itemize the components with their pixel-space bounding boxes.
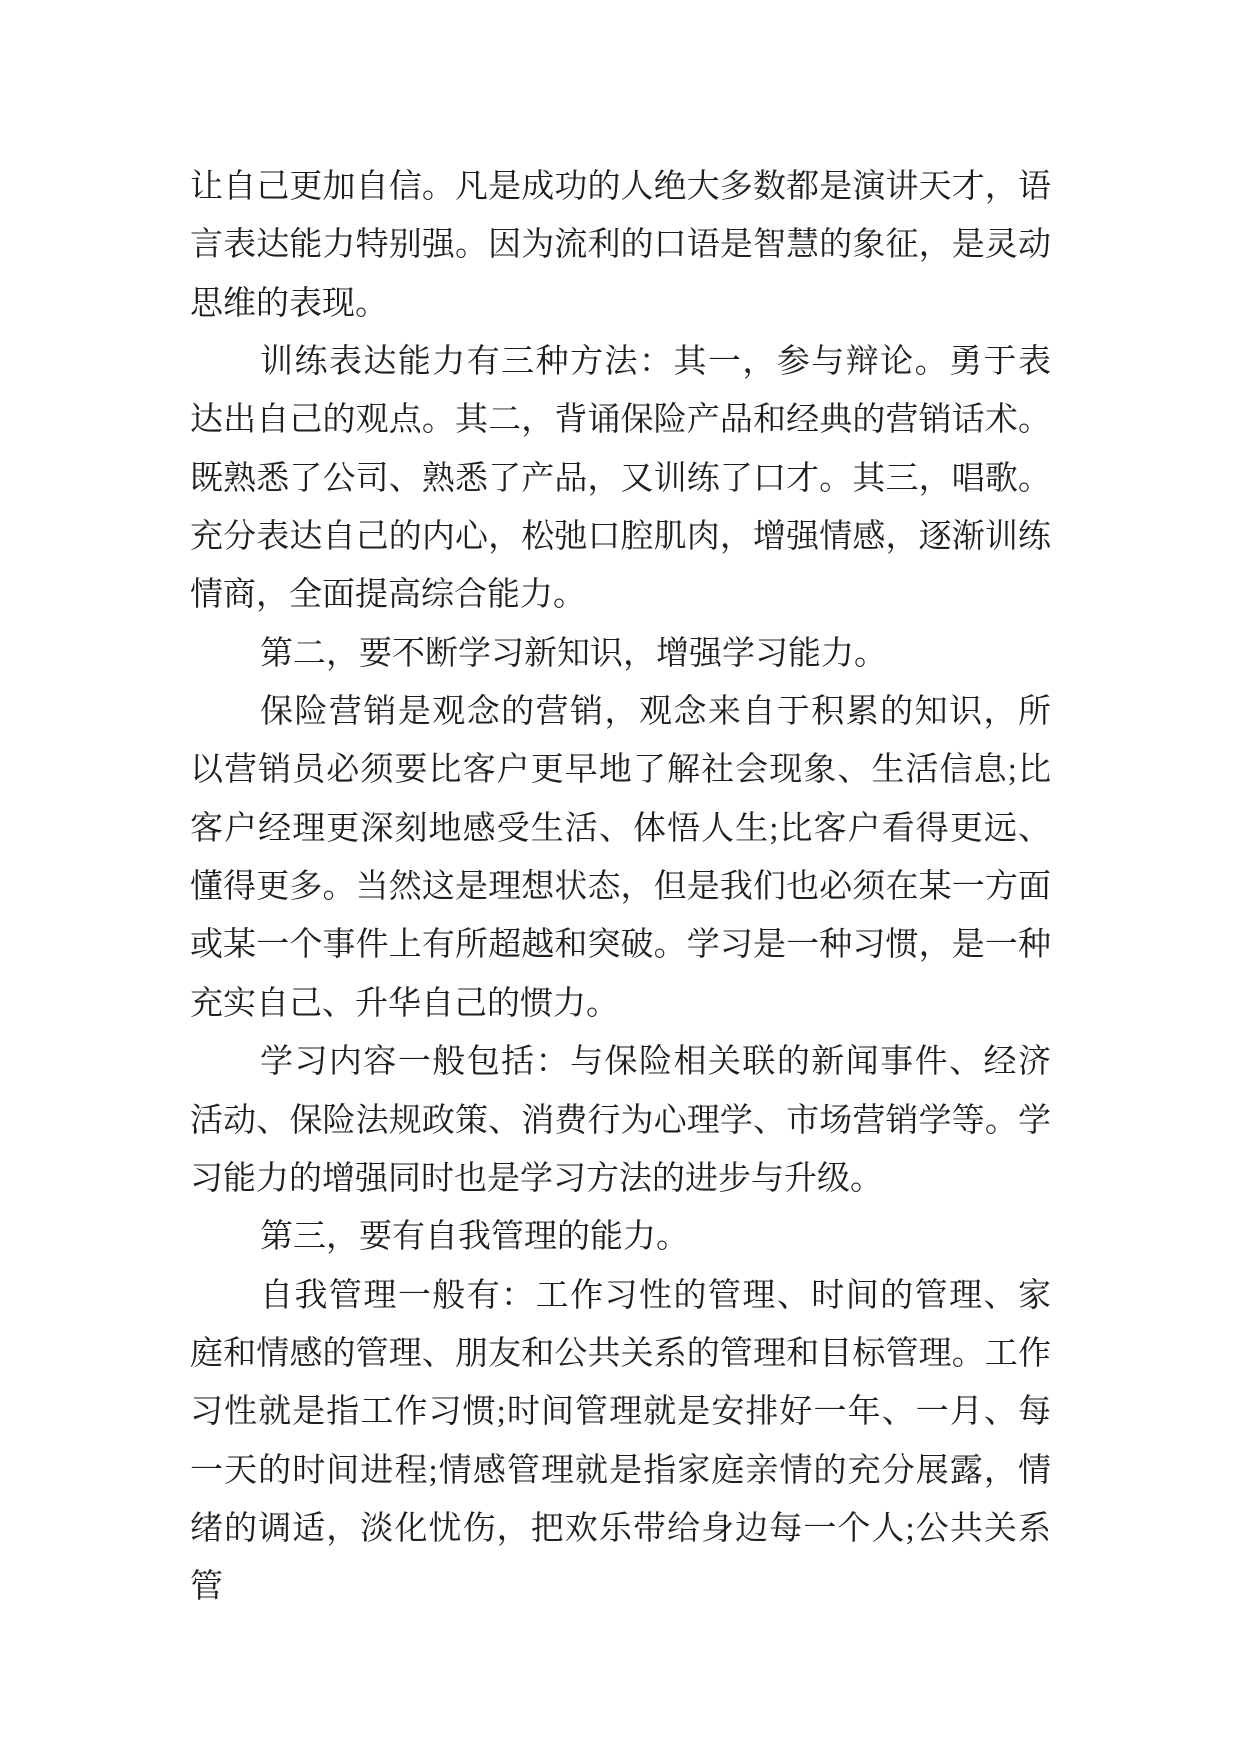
paragraph-insurance-marketing-concepts: 保险营销是观念的营销，观念来自于积累的知识，所以营销员必须要比客户更早地了解社会现象、生活信息;比客户经理更深刻地感受生活、体悟人生;比客户看得更远、懂得更多。当然这是理想状态，但是我们也必须在某一方面或某一个事件上有所超越和突破。学习是一种习惯，是一种充实自己、升华自己的惯力。	[190, 694, 1051, 1022]
document-body	[190, 158, 1051, 1617]
paragraph-heading-second-point: 第二，要不断学习新知识，增强学习能力。	[260, 635, 887, 672]
paragraph-learning-content: 学习内容一般包括：与保险相关联的新闻事件、经济活动、保险法规政策、消费行为心理学、市场营销学等。学习能力的增强同时也是学习方法的进步与升级。	[190, 1044, 1051, 1197]
paragraph-heading-third-point: 第三，要有自我管理的能力。	[260, 1219, 689, 1256]
paragraph-self-management: 自我管理一般有：工作习性的管理、时间的管理、家庭和情感的管理、朋友和公共关系的管理和目标管理。工作习性就是指工作习惯;时间管理就是安排好一年、一月、每一天的时间进程;情感管理就是指家庭亲情的充分展露，情绪的调适，淡化忧伤，把欢乐带给身边每一个人;公共关系管	[190, 1277, 1051, 1606]
paragraph-expression-training: 训练表达能力有三种方法：其一，参与辩论。勇于表达出自己的观点。其二，背诵保险产品和经典的营销话术。既熟悉了公司、熟悉了产品，又训练了口才。其三，唱歌。充分表达自己的内心，松弛口腔肌肉，增强情感，逐渐训练情商，全面提高综合能力。	[190, 344, 1051, 614]
paragraph-continuation: 让自己更加自信。凡是成功的人绝大多数都是演讲天才，语言表达能力特别强。因为流利的口语是智慧的象征，是灵动思维的表现。	[190, 169, 1051, 322]
